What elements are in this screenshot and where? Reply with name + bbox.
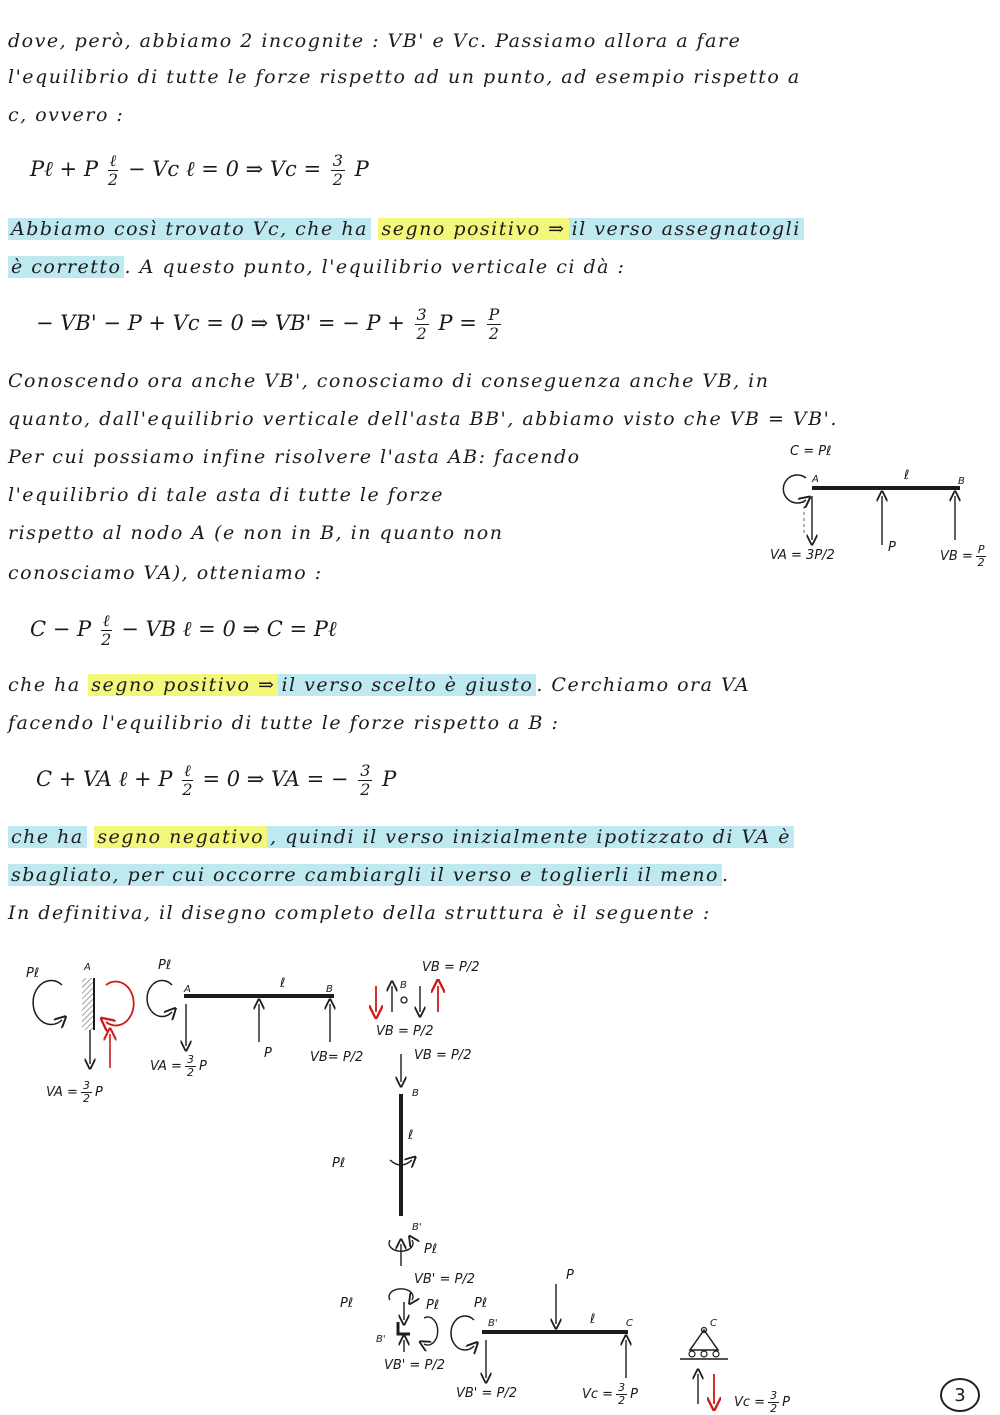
text-line-4: Abbiamo così trovato Vc, che ha segno positivo ⇒ il verso assegnatogli [8, 218, 804, 240]
label-vbp-1: VB' = P/2 [414, 1272, 476, 1287]
text-line-5: è corretto . A questo punto, l'equilibrio verticale ci dà : [8, 256, 625, 278]
label-bp-3: B' [488, 1318, 498, 1329]
label-vc-1: Vc = $\frac{3}{2}$ P [582, 1381, 638, 1407]
label-vb: VB = $\frac{P}{2}$ [940, 543, 985, 569]
fraction: $\frac{\text{ℓ}}{2}$ [101, 611, 112, 649]
label-pl-3: Pℓ [332, 1156, 346, 1171]
support-roller-1 [689, 1351, 695, 1357]
label-l-2: ℓ [408, 1128, 414, 1143]
fraction: $\frac{3}{2}$ [416, 305, 427, 343]
moment-red-arrow [106, 982, 134, 1026]
fraction: $\frac{3}{2}$ [360, 761, 371, 799]
fraction: $\frac{\text{ℓ}}{2}$ [182, 761, 193, 799]
moment-bpc-arrow [451, 1316, 474, 1350]
fraction: $\frac{3}{2}$ [332, 151, 343, 189]
text-line-1: dove, però, abbiamo 2 incognite : VB' e Vc. Passiamo allora a fare [8, 30, 742, 52]
label-pl-6: Pℓ [426, 1298, 440, 1313]
text-line-11: conosciamo VA), otteniamo : [8, 562, 323, 584]
fraction: $\frac{P}{2}$ [488, 305, 500, 343]
moment-c-arrow [783, 475, 806, 503]
label-p-1: P [264, 1046, 272, 1061]
text-line-6: Conoscendo ora anche VB', conosciamo di conseguenza anche VB, in [8, 370, 770, 392]
label-vb-right: VB = P/2 [414, 1048, 472, 1063]
label-vc-2: Vc = $\frac{3}{2}$ P [734, 1389, 790, 1415]
node-bp-joint [398, 1322, 410, 1334]
label-b-node: B [400, 980, 407, 991]
label-pl-2: Pℓ [158, 958, 172, 973]
label-vb-mid: VB = P/2 [376, 1024, 434, 1039]
text-line-16: In definitiva, il disegno completo della struttura è il seguente : [8, 902, 711, 924]
label-bp-2: B' [376, 1334, 386, 1345]
node-b-diagram [376, 986, 438, 1012]
label-c-1: C [626, 1318, 633, 1329]
label-pl-1: Pℓ [26, 966, 40, 981]
label-l: ℓ [904, 468, 910, 483]
label-pl-4: Pℓ [424, 1242, 438, 1257]
label-vbp-2: VB' = P/2 [384, 1358, 446, 1373]
text-line-9: l'equilibrio di tale asta di tutte le forze [8, 484, 445, 506]
support-roller-3 [713, 1351, 719, 1357]
text-line-8: Per cui possiamo infine risolvere l'asta AB: facendo [8, 446, 581, 468]
text-line-14: che ha segno negativo , quindi il verso inizialmente ipotizzato di VA è [8, 826, 794, 848]
beam-ab-diagram [783, 475, 960, 545]
support-roller-2 [701, 1351, 707, 1357]
label-a: A [812, 474, 819, 485]
text-line-12: che ha segno positivo ⇒ il verso scelto è giusto . Cerchiamo ora VA [8, 674, 751, 696]
label-b-1: B [326, 984, 333, 995]
label-p: P [888, 540, 896, 555]
label-bp-1: B' [412, 1222, 422, 1233]
equation-2: − VB' − P + Vc = 0 ⇒ VB' = − P + $\frac{3}{2}$ P = $\frac{P}{2}$ [36, 305, 500, 343]
support-c-diagram [680, 1328, 728, 1405]
label-b-2: B [412, 1088, 419, 1099]
label-p-2: P [566, 1268, 574, 1283]
label-vb-1: VB= P/2 [310, 1050, 364, 1065]
label-l-3: ℓ [590, 1312, 596, 1327]
text-line-13: facendo l'equilibrio di tutte le forze rispetto a B : [8, 712, 560, 734]
moment-pl-arrow [147, 981, 172, 1017]
label-l-1: ℓ [280, 976, 286, 991]
text-line-15: sbagliato, per cui occorre cambiargli il verso e toglierli il meno . [8, 864, 730, 886]
label-c-2: C [710, 1318, 717, 1329]
fraction: $\frac{\text{ℓ}}{2}$ [107, 151, 119, 189]
label-va-beam: VA = $\frac{3}{2}$ P [150, 1053, 207, 1079]
label-va-node: VA = $\frac{3}{2}$ P [46, 1079, 103, 1105]
page-number: 3 [940, 1378, 980, 1412]
label-va: VA = 3P/2 [770, 548, 835, 563]
node-a-diagram [33, 978, 134, 1068]
label-b: B [958, 476, 965, 487]
label-a-2: A [184, 984, 191, 995]
label-c-pl: C = Pℓ [790, 444, 832, 459]
text-line-3: c, ovvero : [8, 104, 125, 126]
label-a-1: A [84, 962, 91, 973]
label-pl-5: Pℓ [340, 1296, 354, 1311]
moment-node-bp-top [389, 1289, 413, 1300]
text-line-10: rispetto al nodo A (e non in B, in quanto non [8, 522, 504, 544]
text-line-2: l'equilibrio di tutte le forze rispetto ad un punto, ad esempio rispetto a [8, 66, 801, 88]
label-vb-top: VB = P/2 [422, 960, 480, 975]
label-pl-7: Pℓ [474, 1296, 488, 1311]
fixed-support-hatch [82, 978, 94, 1030]
node-b-circle [401, 997, 407, 1003]
beam-ab-complete [147, 981, 334, 1047]
moment-node-bp-right [424, 1317, 438, 1345]
moment-left-arrow [33, 981, 62, 1025]
text-line-7: quanto, dall'equilibrio verticale dell'asta BB', abbiamo visto che VB = VB'. [8, 408, 838, 430]
column-bb-diagram [389, 1054, 413, 1266]
equation-4: C + VA ℓ + P $\frac{\text{ℓ}}{2}$ = 0 ⇒ VA = − $\frac{3}{2}$ P [36, 761, 397, 799]
label-vbp-3: VB' = P/2 [456, 1386, 518, 1401]
equation-3: C − P $\frac{\text{ℓ}}{2}$ − VB ℓ = 0 ⇒ C = Pℓ [30, 611, 337, 649]
equation-1: Pℓ + P $\frac{\text{ℓ}}{2}$ − Vc ℓ = 0 ⇒ Vc = $\frac{3}{2}$ P [30, 151, 369, 189]
